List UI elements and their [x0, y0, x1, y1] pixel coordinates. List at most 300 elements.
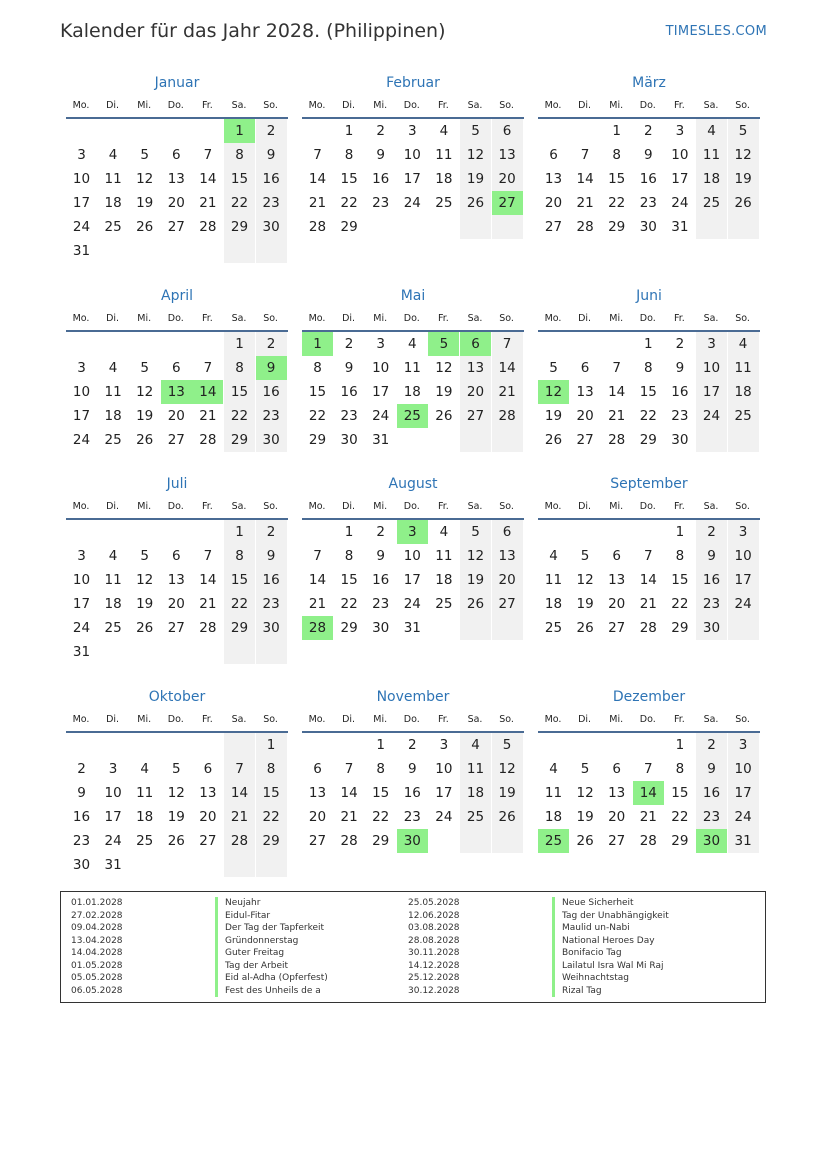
day-cell[interactable]: 4: [728, 332, 759, 356]
day-cell[interactable]: 17: [403, 572, 421, 588]
day-cell[interactable]: 9: [675, 360, 685, 376]
day-cell[interactable]: 24: [696, 404, 727, 428]
day-cell[interactable]: 18: [435, 572, 453, 588]
day-cell[interactable]: 22: [308, 408, 327, 424]
day-cell[interactable]: 19: [544, 408, 563, 424]
day-cell[interactable]: 10: [403, 548, 421, 564]
day-cell[interactable]: 6: [580, 360, 590, 376]
day-cell[interactable]: 28: [224, 829, 255, 853]
day-cell[interactable]: 9: [77, 785, 86, 801]
day-cell[interactable]: 24: [104, 833, 122, 849]
day-cell[interactable]: 1: [344, 123, 354, 139]
day-cell[interactable]: 8: [644, 360, 653, 376]
day-cell[interactable]: 2: [408, 737, 417, 753]
day-cell[interactable]: 11: [460, 757, 491, 781]
day-cell[interactable]: 29: [608, 219, 626, 235]
day-cell[interactable]: 4: [108, 548, 118, 564]
day-cell[interactable]: 14: [639, 572, 657, 588]
day-cell[interactable]: 20: [492, 167, 523, 191]
day-cell[interactable]: 16: [256, 568, 287, 592]
day-cell[interactable]: 30: [72, 857, 91, 873]
day-cell[interactable]: 9: [376, 548, 385, 564]
day-cell[interactable]: 20: [608, 809, 626, 825]
day-cell[interactable]: 13: [492, 143, 523, 167]
day-cell[interactable]: 23: [671, 408, 689, 424]
day-cell[interactable]: 11: [104, 384, 122, 400]
holiday-day-cell[interactable]: 12: [538, 380, 569, 404]
day-cell[interactable]: 27: [492, 592, 523, 616]
day-cell[interactable]: 13: [199, 785, 217, 801]
day-cell[interactable]: 1: [612, 123, 621, 139]
day-cell[interactable]: 13: [308, 785, 327, 801]
day-cell[interactable]: 3: [675, 123, 685, 139]
day-cell[interactable]: 11: [728, 356, 759, 380]
day-cell[interactable]: 30: [696, 616, 727, 640]
day-cell[interactable]: 19: [576, 596, 594, 612]
day-cell[interactable]: 29: [340, 219, 358, 235]
day-cell[interactable]: 8: [376, 761, 385, 777]
day-cell[interactable]: 11: [696, 143, 727, 167]
day-cell[interactable]: 25: [104, 620, 122, 636]
day-cell[interactable]: 17: [696, 380, 727, 404]
day-cell[interactable]: 18: [544, 596, 563, 612]
holiday-day-cell[interactable]: 25: [397, 404, 428, 428]
day-cell[interactable]: 11: [544, 572, 563, 588]
day-cell[interactable]: 21: [639, 596, 657, 612]
day-cell[interactable]: 16: [696, 781, 727, 805]
day-cell[interactable]: 21: [308, 195, 327, 211]
day-cell[interactable]: 11: [403, 360, 421, 376]
day-cell[interactable]: 3: [696, 332, 727, 356]
day-cell[interactable]: 26: [460, 592, 491, 616]
day-cell[interactable]: 18: [544, 809, 563, 825]
day-cell[interactable]: 28: [199, 432, 217, 448]
holiday-day-cell[interactable]: 30: [696, 829, 727, 853]
day-cell[interactable]: 21: [639, 809, 657, 825]
day-cell[interactable]: 10: [403, 147, 421, 163]
day-cell[interactable]: 2: [256, 119, 287, 143]
day-cell[interactable]: 13: [460, 356, 491, 380]
day-cell[interactable]: 11: [136, 785, 154, 801]
day-cell[interactable]: 31: [728, 829, 759, 853]
day-cell[interactable]: 28: [639, 620, 657, 636]
day-cell[interactable]: 4: [108, 147, 118, 163]
day-cell[interactable]: 20: [492, 568, 523, 592]
day-cell[interactable]: 5: [580, 548, 590, 564]
day-cell[interactable]: 23: [256, 191, 287, 215]
day-cell[interactable]: 9: [644, 147, 653, 163]
day-cell[interactable]: 23: [696, 592, 727, 616]
day-cell[interactable]: 20: [460, 380, 491, 404]
holiday-day-cell[interactable]: 1: [224, 119, 255, 143]
day-cell[interactable]: 27: [167, 219, 185, 235]
day-cell[interactable]: 27: [608, 833, 626, 849]
holiday-day-cell[interactable]: 30: [397, 829, 428, 853]
day-cell[interactable]: 3: [728, 520, 759, 544]
day-cell[interactable]: 16: [72, 809, 91, 825]
day-cell[interactable]: 12: [136, 572, 154, 588]
holiday-day-cell[interactable]: 28: [302, 616, 333, 640]
day-cell[interactable]: 15: [224, 380, 255, 404]
day-cell[interactable]: 4: [460, 733, 491, 757]
day-cell[interactable]: 9: [696, 757, 727, 781]
day-cell[interactable]: 8: [612, 147, 621, 163]
holiday-day-cell[interactable]: 5: [428, 332, 459, 356]
day-cell[interactable]: 1: [256, 733, 287, 757]
day-cell[interactable]: 26: [728, 191, 759, 215]
day-cell[interactable]: 24: [728, 805, 759, 829]
day-cell[interactable]: 1: [675, 737, 685, 753]
day-cell[interactable]: 3: [108, 761, 118, 777]
day-cell[interactable]: 13: [544, 171, 563, 187]
day-cell[interactable]: 10: [72, 171, 91, 187]
day-cell[interactable]: 25: [136, 833, 154, 849]
day-cell[interactable]: 11: [435, 147, 453, 163]
day-cell[interactable]: 20: [167, 408, 185, 424]
day-cell[interactable]: 8: [675, 548, 685, 564]
day-cell[interactable]: 7: [203, 147, 213, 163]
day-cell[interactable]: 5: [140, 360, 149, 376]
day-cell[interactable]: 1: [675, 524, 685, 540]
day-cell[interactable]: 29: [308, 432, 327, 448]
day-cell[interactable]: 9: [696, 544, 727, 568]
day-cell[interactable]: 3: [408, 123, 417, 139]
day-cell[interactable]: 14: [308, 171, 327, 187]
day-cell[interactable]: 19: [136, 596, 154, 612]
day-cell[interactable]: 26: [544, 432, 563, 448]
day-cell[interactable]: 17: [104, 809, 122, 825]
day-cell[interactable]: 5: [549, 360, 558, 376]
day-cell[interactable]: 7: [644, 548, 653, 564]
day-cell[interactable]: 7: [580, 147, 590, 163]
day-cell[interactable]: 15: [340, 171, 358, 187]
day-cell[interactable]: 16: [372, 171, 390, 187]
day-cell[interactable]: 15: [224, 167, 255, 191]
day-cell[interactable]: 28: [639, 833, 657, 849]
day-cell[interactable]: 4: [549, 548, 558, 564]
day-cell[interactable]: 2: [77, 761, 86, 777]
day-cell[interactable]: 1: [224, 332, 255, 356]
day-cell[interactable]: 31: [72, 243, 91, 259]
day-cell[interactable]: 14: [308, 572, 327, 588]
holiday-day-cell[interactable]: 27: [492, 191, 523, 215]
day-cell[interactable]: 9: [376, 147, 385, 163]
day-cell[interactable]: 6: [612, 761, 621, 777]
day-cell[interactable]: 23: [340, 408, 358, 424]
day-cell[interactable]: 6: [172, 147, 181, 163]
day-cell[interactable]: 23: [72, 833, 91, 849]
day-cell[interactable]: 5: [580, 761, 590, 777]
day-cell[interactable]: 16: [671, 384, 689, 400]
day-cell[interactable]: 2: [256, 332, 287, 356]
day-cell[interactable]: 29: [639, 432, 657, 448]
holiday-day-cell[interactable]: 9: [256, 356, 287, 380]
day-cell[interactable]: 5: [140, 147, 149, 163]
day-cell[interactable]: 28: [340, 833, 358, 849]
day-cell[interactable]: 5: [728, 119, 759, 143]
day-cell[interactable]: 1: [644, 336, 653, 352]
holiday-day-cell[interactable]: 14: [192, 380, 223, 404]
day-cell[interactable]: 26: [136, 620, 154, 636]
brand-link[interactable]: TIMESLES.COM: [665, 24, 767, 39]
day-cell[interactable]: 2: [376, 123, 385, 139]
day-cell[interactable]: 2: [696, 520, 727, 544]
day-cell[interactable]: 26: [460, 191, 491, 215]
day-cell[interactable]: 2: [344, 336, 354, 352]
day-cell[interactable]: 21: [308, 596, 327, 612]
day-cell[interactable]: 14: [608, 384, 626, 400]
day-cell[interactable]: 28: [199, 620, 217, 636]
day-cell[interactable]: 20: [308, 809, 327, 825]
day-cell[interactable]: 17: [72, 195, 91, 211]
day-cell[interactable]: 12: [435, 360, 453, 376]
day-cell[interactable]: 23: [256, 404, 287, 428]
day-cell[interactable]: 3: [376, 336, 385, 352]
day-cell[interactable]: 19: [435, 384, 453, 400]
day-cell[interactable]: 15: [224, 568, 255, 592]
day-cell[interactable]: 25: [460, 805, 491, 829]
day-cell[interactable]: 9: [256, 544, 287, 568]
day-cell[interactable]: 5: [492, 733, 523, 757]
day-cell[interactable]: 22: [639, 408, 657, 424]
day-cell[interactable]: 27: [167, 432, 185, 448]
day-cell[interactable]: 17: [728, 781, 759, 805]
day-cell[interactable]: 4: [439, 524, 449, 540]
day-cell[interactable]: 6: [203, 761, 213, 777]
day-cell[interactable]: 13: [167, 171, 185, 187]
day-cell[interactable]: 15: [671, 785, 689, 801]
day-cell[interactable]: 26: [576, 620, 594, 636]
day-cell[interactable]: 12: [136, 384, 154, 400]
day-cell[interactable]: 28: [576, 219, 594, 235]
day-cell[interactable]: 10: [72, 572, 91, 588]
day-cell[interactable]: 20: [167, 596, 185, 612]
day-cell[interactable]: 8: [256, 757, 287, 781]
day-cell[interactable]: 14: [576, 171, 594, 187]
day-cell[interactable]: 30: [340, 432, 358, 448]
day-cell[interactable]: 16: [696, 568, 727, 592]
day-cell[interactable]: 22: [224, 404, 255, 428]
day-cell[interactable]: 8: [675, 761, 685, 777]
day-cell[interactable]: 16: [403, 785, 421, 801]
day-cell[interactable]: 25: [435, 596, 453, 612]
day-cell[interactable]: 4: [408, 336, 417, 352]
holiday-day-cell[interactable]: 14: [633, 781, 664, 805]
day-cell[interactable]: 31: [671, 219, 689, 235]
day-cell[interactable]: 23: [256, 592, 287, 616]
day-cell[interactable]: 14: [224, 781, 255, 805]
day-cell[interactable]: 24: [403, 596, 421, 612]
day-cell[interactable]: 5: [460, 520, 491, 544]
day-cell[interactable]: 15: [671, 572, 689, 588]
day-cell[interactable]: 2: [256, 520, 287, 544]
day-cell[interactable]: 14: [199, 171, 217, 187]
day-cell[interactable]: 7: [344, 761, 354, 777]
day-cell[interactable]: 23: [372, 596, 390, 612]
day-cell[interactable]: 7: [492, 332, 523, 356]
day-cell[interactable]: 19: [460, 167, 491, 191]
day-cell[interactable]: 7: [224, 757, 255, 781]
day-cell[interactable]: 15: [639, 384, 657, 400]
day-cell[interactable]: 22: [671, 596, 689, 612]
day-cell[interactable]: 22: [608, 195, 626, 211]
day-cell[interactable]: 11: [544, 785, 563, 801]
day-cell[interactable]: 28: [308, 219, 327, 235]
day-cell[interactable]: 5: [460, 119, 491, 143]
day-cell[interactable]: 6: [492, 520, 523, 544]
day-cell[interactable]: 7: [612, 360, 621, 376]
day-cell[interactable]: 29: [372, 833, 390, 849]
day-cell[interactable]: 11: [104, 171, 122, 187]
day-cell[interactable]: 12: [728, 143, 759, 167]
day-cell[interactable]: 8: [224, 356, 255, 380]
day-cell[interactable]: 2: [644, 123, 653, 139]
day-cell[interactable]: 12: [576, 785, 594, 801]
day-cell[interactable]: 31: [403, 620, 421, 636]
day-cell[interactable]: 17: [435, 785, 453, 801]
day-cell[interactable]: 25: [728, 404, 759, 428]
day-cell[interactable]: 30: [256, 616, 287, 640]
day-cell[interactable]: 18: [460, 781, 491, 805]
holiday-day-cell[interactable]: 6: [460, 332, 491, 356]
day-cell[interactable]: 7: [313, 548, 322, 564]
holiday-day-cell[interactable]: 13: [161, 380, 192, 404]
day-cell[interactable]: 13: [576, 384, 594, 400]
day-cell[interactable]: 22: [224, 191, 255, 215]
day-cell[interactable]: 12: [576, 572, 594, 588]
day-cell[interactable]: 6: [313, 761, 322, 777]
day-cell[interactable]: 11: [435, 548, 453, 564]
day-cell[interactable]: 26: [492, 805, 523, 829]
day-cell[interactable]: 4: [140, 761, 149, 777]
day-cell[interactable]: 1: [344, 524, 354, 540]
day-cell[interactable]: 5: [172, 761, 181, 777]
day-cell[interactable]: 5: [140, 548, 149, 564]
day-cell[interactable]: 13: [492, 544, 523, 568]
day-cell[interactable]: 21: [199, 195, 217, 211]
day-cell[interactable]: 9: [344, 360, 354, 376]
day-cell[interactable]: 7: [203, 360, 213, 376]
day-cell[interactable]: 15: [256, 781, 287, 805]
day-cell[interactable]: 18: [104, 408, 122, 424]
day-cell[interactable]: 8: [224, 143, 255, 167]
day-cell[interactable]: 24: [671, 195, 689, 211]
day-cell[interactable]: 9: [256, 143, 287, 167]
day-cell[interactable]: 29: [671, 620, 689, 636]
day-cell[interactable]: 7: [644, 761, 653, 777]
day-cell[interactable]: 15: [308, 384, 327, 400]
day-cell[interactable]: 18: [104, 596, 122, 612]
day-cell[interactable]: 20: [576, 408, 594, 424]
day-cell[interactable]: 3: [77, 548, 86, 564]
day-cell[interactable]: 16: [256, 167, 287, 191]
day-cell[interactable]: 17: [403, 171, 421, 187]
day-cell[interactable]: 13: [167, 572, 185, 588]
day-cell[interactable]: 24: [72, 219, 91, 235]
day-cell[interactable]: 19: [728, 167, 759, 191]
day-cell[interactable]: 10: [696, 356, 727, 380]
day-cell[interactable]: 27: [308, 833, 327, 849]
holiday-day-cell[interactable]: 3: [397, 520, 428, 544]
day-cell[interactable]: 7: [203, 548, 213, 564]
day-cell[interactable]: 10: [435, 761, 453, 777]
day-cell[interactable]: 22: [256, 805, 287, 829]
day-cell[interactable]: 23: [639, 195, 657, 211]
day-cell[interactable]: 8: [344, 548, 354, 564]
day-cell[interactable]: 25: [104, 219, 122, 235]
day-cell[interactable]: 28: [608, 432, 626, 448]
day-cell[interactable]: 18: [728, 380, 759, 404]
day-cell[interactable]: 30: [639, 219, 657, 235]
day-cell[interactable]: 21: [576, 195, 594, 211]
day-cell[interactable]: 26: [576, 833, 594, 849]
day-cell[interactable]: 27: [544, 219, 563, 235]
day-cell[interactable]: 6: [172, 360, 181, 376]
day-cell[interactable]: 24: [72, 620, 91, 636]
day-cell[interactable]: 22: [372, 809, 390, 825]
day-cell[interactable]: 31: [72, 644, 91, 660]
day-cell[interactable]: 14: [340, 785, 358, 801]
day-cell[interactable]: 27: [167, 620, 185, 636]
day-cell[interactable]: 18: [104, 195, 122, 211]
day-cell[interactable]: 29: [224, 428, 255, 452]
day-cell[interactable]: 12: [460, 143, 491, 167]
day-cell[interactable]: 21: [199, 596, 217, 612]
day-cell[interactable]: 23: [403, 809, 421, 825]
day-cell[interactable]: 12: [136, 171, 154, 187]
day-cell[interactable]: 16: [256, 380, 287, 404]
day-cell[interactable]: 16: [639, 171, 657, 187]
day-cell[interactable]: 20: [199, 809, 217, 825]
day-cell[interactable]: 18: [136, 809, 154, 825]
day-cell[interactable]: 29: [340, 620, 358, 636]
day-cell[interactable]: 25: [696, 191, 727, 215]
day-cell[interactable]: 24: [435, 809, 453, 825]
day-cell[interactable]: 30: [256, 215, 287, 239]
day-cell[interactable]: 24: [403, 195, 421, 211]
day-cell[interactable]: 18: [403, 384, 421, 400]
day-cell[interactable]: 27: [199, 833, 217, 849]
day-cell[interactable]: 27: [576, 432, 594, 448]
day-cell[interactable]: 15: [608, 171, 626, 187]
day-cell[interactable]: 17: [728, 568, 759, 592]
day-cell[interactable]: 6: [612, 548, 621, 564]
day-cell[interactable]: 24: [72, 432, 91, 448]
day-cell[interactable]: 8: [344, 147, 354, 163]
day-cell[interactable]: 18: [435, 171, 453, 187]
day-cell[interactable]: 30: [256, 428, 287, 452]
day-cell[interactable]: 21: [199, 408, 217, 424]
day-cell[interactable]: 31: [372, 432, 390, 448]
day-cell[interactable]: 12: [167, 785, 185, 801]
day-cell[interactable]: 26: [435, 408, 453, 424]
day-cell[interactable]: 18: [696, 167, 727, 191]
day-cell[interactable]: 2: [696, 733, 727, 757]
day-cell[interactable]: 4: [108, 360, 118, 376]
day-cell[interactable]: 22: [671, 809, 689, 825]
day-cell[interactable]: 21: [608, 408, 626, 424]
day-cell[interactable]: 2: [675, 336, 685, 352]
day-cell[interactable]: 13: [608, 785, 626, 801]
day-cell[interactable]: 9: [408, 761, 417, 777]
day-cell[interactable]: 3: [439, 737, 449, 753]
day-cell[interactable]: 12: [492, 757, 523, 781]
day-cell[interactable]: 24: [728, 592, 759, 616]
day-cell[interactable]: 27: [608, 620, 626, 636]
day-cell[interactable]: 25: [104, 432, 122, 448]
day-cell[interactable]: 22: [340, 596, 358, 612]
day-cell[interactable]: 20: [167, 195, 185, 211]
